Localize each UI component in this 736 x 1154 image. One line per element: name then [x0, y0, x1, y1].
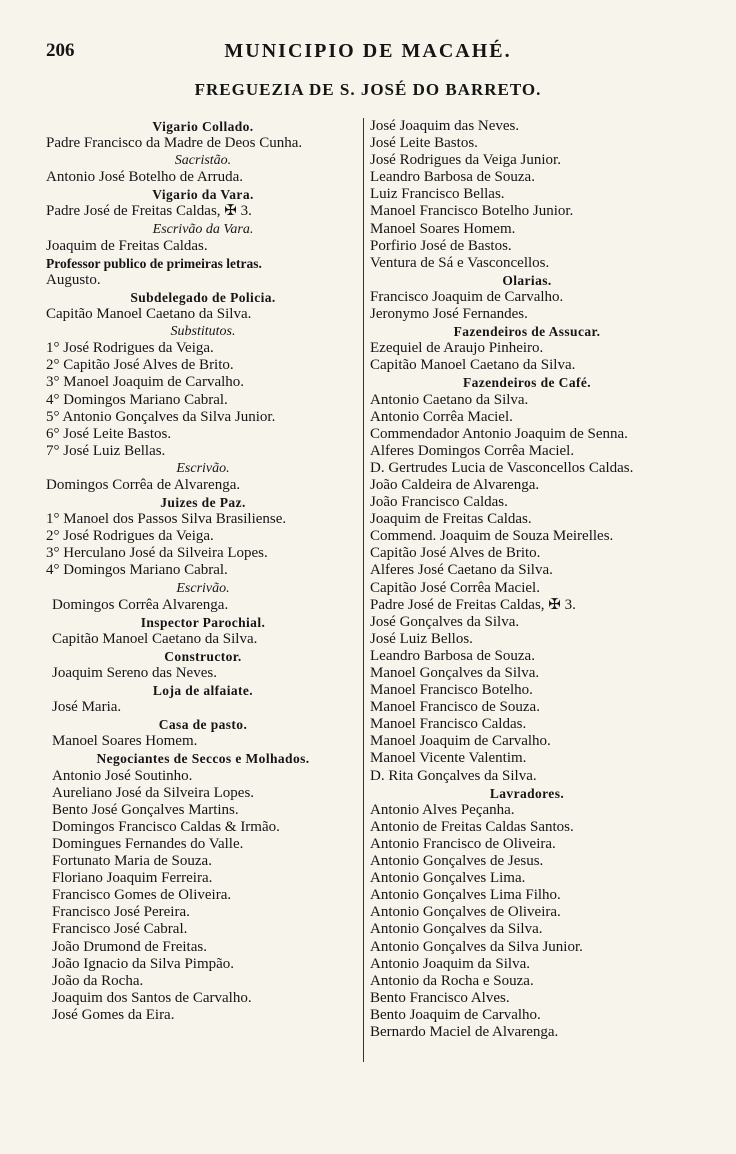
left-entry-line: Floriano Joaquim Ferreira. — [52, 870, 213, 887]
left-entry-line: 4° Domingos Mariano Cabral. — [46, 562, 228, 579]
right-entry-line: Bento Joaquim de Carvalho. — [370, 1006, 541, 1023]
left-entry-line: João Drumond de Freitas. — [52, 938, 207, 955]
right-entry-line: Ventura de Sá e Vasconcellos. — [370, 254, 550, 271]
left-entry-line: Capitão Manoel Caetano da Silva. — [52, 630, 258, 647]
left-section-heading: Loja de alfaiate. — [152, 683, 254, 699]
left-entry-line: Bento José Gonçalves Martins. — [52, 801, 239, 818]
right-entry-line: Antonio Gonçalves da Silva Junior. — [370, 938, 583, 955]
right-entry-line: Luiz Francisco Bellas. — [370, 186, 505, 203]
left-entry-line: Padre José de Freitas Caldas, ✠ 3. — [46, 203, 252, 220]
left-entry-line: José Gomes da Eira. — [52, 1006, 175, 1023]
left-entry-line: Francisco Gomes de Oliveira. — [52, 887, 232, 904]
left-section-heading: Vigario Collado. — [152, 119, 254, 134]
right-entry-line: José Leite Bastos. — [370, 135, 478, 152]
right-entry-line: Antonio Gonçalves da Silva. — [370, 921, 543, 938]
right-section-heading: Lavradores. — [489, 785, 565, 801]
right-entry-line: Antonio Gonçalves Lima. — [370, 870, 526, 887]
right-entry-line: Antonio da Rocha e Souza. — [370, 972, 534, 989]
left-entry-line: Francisco José Cabral. — [52, 921, 188, 938]
right-column — [370, 118, 684, 1041]
right-entry-line: Jeronymo José Fernandes. — [370, 306, 528, 323]
right-entry-line: Antonio Corrêa Maciel. — [370, 408, 513, 425]
left-section-heading: Juizes de Paz. — [160, 495, 246, 511]
running-head: MUNICIPIO DE MACAHÉ. — [224, 40, 512, 62]
right-entry-line: Antonio Joaquim da Silva. — [370, 955, 530, 972]
left-entry-line: Joaquim Sereno das Neves. — [52, 665, 217, 681]
left-entry-line: 6° José Leite Bastos. — [46, 425, 172, 442]
right-entry-line: Ezequiel de Araujo Pinheiro. — [370, 340, 544, 357]
right-section-heading: Fazendeiros de Café. — [462, 375, 592, 391]
right-entry-line: Manoel Francisco Botelho Junior. — [370, 203, 574, 220]
right-entry-line: Antonio Alves Peçanha. — [370, 801, 515, 818]
right-entry-line: João Francisco Caldas. — [370, 494, 508, 511]
right-entry-line: Antonio Gonçalves de Jesus. — [370, 853, 544, 870]
left-entry-line: 4° Domingos Mariano Cabral. — [46, 391, 228, 408]
left-entry-line: Antonio José Soutinho. — [52, 767, 193, 784]
left-entry-line: 3° Manoel Joaquim de Carvalho. — [46, 374, 245, 391]
right-entry-line: Alferes Domingos Corrêa Maciel. — [370, 442, 575, 459]
right-entry-line: Commend. Joaquim de Souza Meirelles. — [370, 528, 614, 545]
parish-title: FREGUEZIA DE S. JOSÉ DO BARRETO. — [194, 80, 542, 99]
left-section-heading: Professor publico de primeiras letras. — [46, 255, 262, 271]
right-section-heading: Olarias. — [502, 272, 552, 288]
page-number: 206 — [46, 40, 75, 61]
left-entry-line: 1° José Rodrigues da Veiga. — [46, 340, 214, 357]
left-section-subheading: Escrivão. — [176, 460, 230, 476]
left-entry-line: Augusto. — [46, 271, 101, 288]
page-header — [0, 40, 736, 66]
right-entry-line: Antonio de Freitas Caldas Santos. — [370, 818, 574, 835]
left-entry-line: Domingues Fernandes do Valle. — [52, 835, 244, 852]
right-section-heading: Fazendeiros de Assucar. — [453, 324, 601, 340]
left-entry-line: Domingos Corrêa de Alvarenga. — [46, 476, 241, 493]
right-entry-line: Porfirio José de Bastos. — [370, 237, 512, 254]
left-entry-line: Padre Francisco da Madre de Deos Cunha. — [46, 135, 303, 152]
right-entry-line: Manoel Francisco Caldas. — [370, 716, 527, 733]
right-entry-line: Manoel Francisco de Souza. — [370, 699, 540, 716]
right-entry-line: Leandro Barbosa de Souza. — [370, 647, 535, 664]
left-entry-line: Capitão Manoel Caetano da Silva. — [46, 306, 252, 323]
left-entry-line: 1° Manoel dos Passos Silva Brasiliense. — [46, 511, 287, 528]
right-entry-line: Manoel Soares Homem. — [370, 220, 516, 237]
right-entry-line: D. Rita Gonçalves da Silva. — [370, 767, 537, 784]
left-section-heading: Constructor. — [164, 648, 242, 664]
right-entry-line: Leandro Barbosa de Souza. — [370, 169, 535, 186]
left-section-heading: Inspector Parochial. — [140, 614, 266, 630]
left-entry-line: 7° José Luiz Bellas. — [46, 442, 166, 459]
left-entry-line: Joaquim de Freitas Caldas. — [46, 237, 208, 254]
right-entry-line: Antonio Francisco de Oliveira. — [370, 835, 556, 852]
left-entry-line: 2° José Rodrigues da Veiga. — [46, 528, 214, 545]
right-entry-line: José Luiz Bellos. — [370, 630, 473, 647]
left-entry-line: Aureliano José da Silveira Lopes. — [52, 784, 255, 801]
left-entry-line: Domingos Francisco Caldas & Irmão. — [52, 818, 280, 835]
right-entry-line: Antonio Gonçalves Lima Filho. — [370, 887, 561, 904]
left-entry-line: Francisco José Pereira. — [52, 904, 190, 921]
right-entry-line: Capitão José Alves de Brito. — [370, 545, 541, 562]
left-section-subheading: Escrivão. — [176, 580, 230, 596]
right-entry-line: Manoel Gonçalves da Silva. — [370, 665, 540, 681]
left-section-heading: Negociantes de Seccos e Molhados. — [96, 751, 310, 767]
right-entry-line: José Rodrigues da Veiga Junior. — [370, 152, 561, 169]
right-entry-line: Antonio Caetano da Silva. — [370, 391, 529, 408]
right-entry-line: Capitão José Corrêa Maciel. — [370, 579, 540, 596]
right-entry-line: João Caldeira de Alvarenga. — [370, 476, 540, 493]
right-entry-line: Manoel Joaquim de Carvalho. — [370, 733, 551, 750]
left-entry-line: 3° Herculano José da Silveira Lopes. — [46, 545, 268, 562]
left-entry-line: Fortunato Maria de Souza. — [52, 853, 212, 870]
left-section-subheading: Escrivão da Vara. — [152, 221, 254, 237]
right-entry-line: Francisco Joaquim de Carvalho. — [370, 288, 564, 305]
left-section-subheading: Sacristão. — [174, 153, 232, 169]
right-entry-line: Bento Francisco Alves. — [370, 989, 510, 1006]
right-entry-line: José Joaquim das Neves. — [370, 118, 520, 134]
left-entry-line: Manoel Soares Homem. — [52, 733, 198, 750]
left-entry-line: José Maria. — [52, 699, 122, 716]
left-entry-line: 5° Antonio Gonçalves da Silva Junior. — [46, 408, 276, 425]
left-entry-line: 2° Capitão José Alves de Brito. — [46, 357, 234, 374]
right-entry-line: Antonio Gonçalves de Oliveira. — [370, 904, 561, 921]
right-entry-line: Alferes José Caetano da Silva. — [370, 562, 553, 579]
left-entry-line: Antonio José Botelho de Arruda. — [46, 169, 244, 186]
left-section-heading: Casa de pasto. — [158, 717, 248, 733]
right-entry-line: Manoel Vicente Valentim. — [370, 750, 527, 767]
right-entry-line: José Gonçalves da Silva. — [370, 613, 520, 630]
left-entry-line: João Ignacio da Silva Pimpão. — [52, 955, 235, 972]
left-column — [46, 118, 360, 1024]
right-entry-line: Commendador Antonio Joaquim de Senna. — [370, 425, 628, 442]
right-entry-line: Padre José de Freitas Caldas, ✠ 3. — [370, 596, 576, 613]
right-entry-line: D. Gertrudes Lucia de Vasconcellos Caldas. — [370, 459, 634, 476]
left-section-subheading: Substitutos. — [170, 324, 236, 340]
column-divider — [363, 118, 364, 1062]
right-entry-line: Capitão Manoel Caetano da Silva. — [370, 357, 576, 374]
right-entry-line: Bernardo Maciel de Alvarenga. — [370, 1023, 559, 1040]
left-entry-line: João da Rocha. — [52, 972, 144, 989]
left-section-heading: Vigario da Vara. — [152, 187, 254, 203]
left-entry-line: Joaquim dos Santos de Carvalho. — [52, 989, 252, 1006]
left-section-heading: Subdelegado de Policia. — [130, 289, 276, 305]
left-entry-line: Domingos Corrêa Alvarenga. — [52, 596, 229, 613]
right-entry-line: Manoel Francisco Botelho. — [370, 682, 533, 699]
right-entry-line: Joaquim de Freitas Caldas. — [370, 511, 532, 528]
